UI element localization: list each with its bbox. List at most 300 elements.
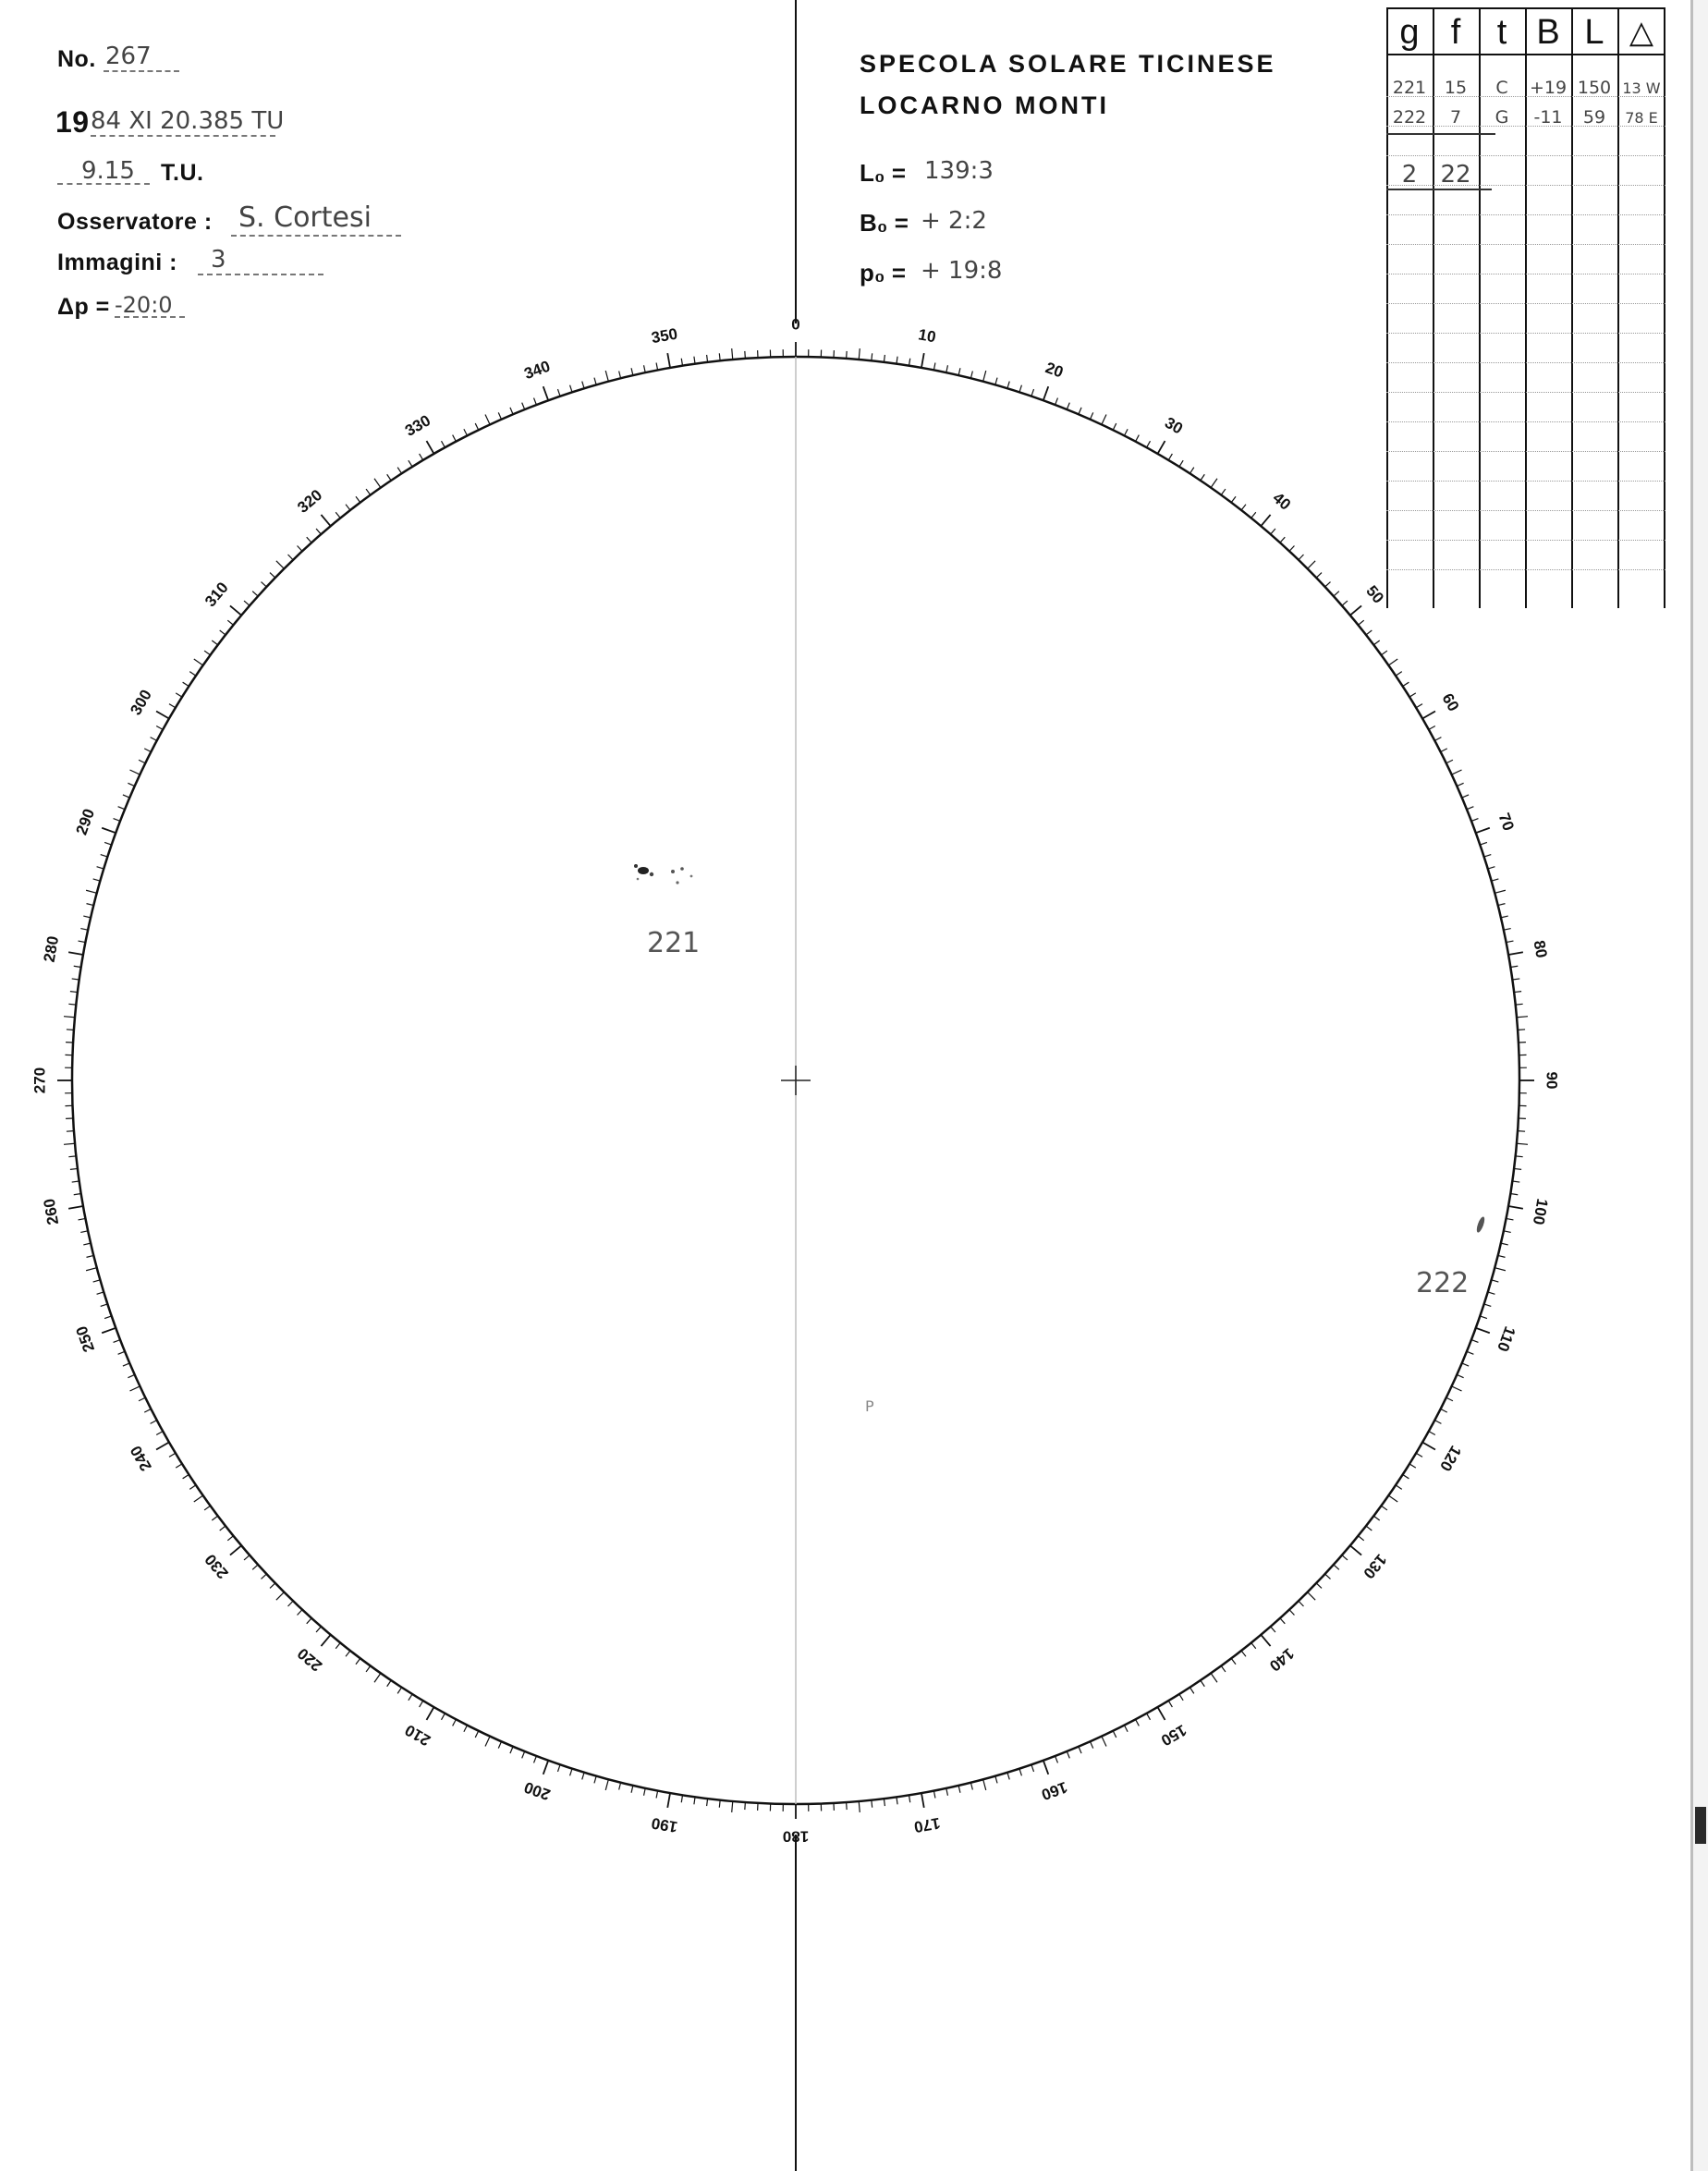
rim-tick [139, 1397, 145, 1401]
rim-tick [582, 382, 584, 389]
rim-tick-label: 10 [917, 325, 938, 347]
rim-tick [1366, 630, 1372, 635]
rim-tick [1289, 1610, 1294, 1616]
rim-tick [594, 378, 596, 385]
rim-tick [336, 1643, 340, 1649]
rim-tick [1507, 1218, 1514, 1220]
rim-tick [1211, 479, 1217, 488]
rim-tick [1516, 1156, 1523, 1157]
rim-tick [1350, 605, 1361, 615]
rim-tick [102, 1328, 116, 1333]
sunspot [634, 864, 638, 868]
sunspot [1475, 1216, 1486, 1234]
rim-tick [1484, 855, 1492, 857]
rim-tick-label: 100 [1529, 1197, 1552, 1226]
rim-tick [1179, 1694, 1183, 1701]
rim-tick [244, 1555, 250, 1560]
rim-tick [719, 1800, 720, 1808]
col-header-t: t [1496, 13, 1507, 52]
rim-tick [1007, 1773, 1009, 1780]
rim-tick [93, 879, 101, 881]
rim-tick-label: 190 [650, 1813, 679, 1836]
rim-tick [374, 1673, 381, 1682]
sunspot-group-222 [1475, 1216, 1486, 1234]
rim-tick [605, 1779, 608, 1790]
cell-l: 59 [1582, 107, 1606, 128]
rim-tick [176, 693, 182, 697]
rim-tick [1350, 1545, 1361, 1555]
date-value: 84 XI 20.385 TU [91, 107, 285, 135]
rim-tick [707, 355, 708, 362]
rim-tick [1488, 1292, 1495, 1294]
rim-tick [70, 992, 78, 993]
rim-tick [522, 403, 525, 409]
cell-b: -11 [1533, 107, 1563, 128]
no-value: 267 [105, 43, 152, 70]
rim-tick [1124, 429, 1128, 435]
rim-tick [80, 929, 88, 931]
observer-label: Osservatore : [57, 209, 213, 235]
rim-tick [442, 441, 445, 447]
rim-tick-label: 330 [401, 411, 434, 440]
rim-tick [123, 1363, 129, 1366]
rim-tick [522, 1751, 525, 1758]
rim-tick-label: 130 [1360, 1550, 1391, 1582]
rim-tick [70, 1168, 78, 1169]
rim-tick [1388, 659, 1397, 665]
rim-tick [1251, 1643, 1256, 1649]
rim-tick [1388, 1495, 1397, 1502]
rim-tick [485, 1737, 490, 1747]
rim-tick [1396, 1485, 1402, 1489]
rim-tick-label: 90 [1543, 1071, 1561, 1090]
rim-tick [582, 1773, 584, 1780]
rim-tick [321, 515, 330, 526]
cell-b: +19 [1529, 78, 1568, 98]
rim-tick [101, 1304, 108, 1306]
rim-tick-label: 350 [650, 324, 679, 348]
rim-tick [1079, 1747, 1081, 1753]
rim-tick [1488, 867, 1495, 869]
rim-tick [1031, 1764, 1034, 1772]
rim-tick [139, 760, 145, 763]
rim-tick [97, 867, 104, 869]
rim-tick [1498, 1255, 1506, 1257]
rim-tick-label: 200 [521, 1777, 553, 1804]
rim-tick [644, 1788, 646, 1796]
sunspot [671, 870, 675, 873]
delta-p-value: -20:0 [115, 292, 173, 318]
rim-tick [74, 966, 81, 967]
b0-value: + 2:2 [921, 207, 987, 235]
rim-tick-label: 150 [1157, 1721, 1190, 1750]
rim-tick [1507, 941, 1514, 943]
rim-tick [667, 1793, 670, 1808]
rim-tick [68, 1004, 76, 1005]
rim-tick [420, 454, 423, 460]
rim-tick [644, 365, 646, 372]
rim-tick [1518, 1131, 1525, 1132]
rim-tick [1516, 1004, 1523, 1005]
rim-tick [1289, 545, 1294, 551]
institution-name: SPECOLA SOLARE TICINESE [860, 50, 1276, 78]
rim-tick [1158, 1707, 1165, 1720]
rim-tick [745, 1802, 746, 1810]
rim-tick [68, 1206, 83, 1209]
rim-tick [227, 1536, 233, 1541]
rim-tick [427, 441, 434, 454]
rim-tick [104, 1316, 112, 1319]
rim-tick [86, 904, 93, 906]
rim-tick [212, 1516, 217, 1520]
year-prefix: 19 [55, 105, 90, 139]
rim-tick [510, 1747, 513, 1753]
rim-tick [1373, 640, 1379, 645]
rim-tick [79, 1218, 86, 1220]
rim-tick [1476, 828, 1490, 833]
rim-tick [244, 601, 250, 605]
rim-tick [1381, 1506, 1386, 1510]
rim-tick [366, 1665, 371, 1671]
rim-tick [169, 704, 176, 708]
rim-tick [1043, 1761, 1048, 1775]
rim-tick [1261, 515, 1270, 526]
rim-tick [1492, 879, 1499, 881]
rim-tick [270, 1583, 275, 1589]
rim-tick [631, 1786, 633, 1793]
cell-f: 7 [1449, 107, 1462, 128]
rim-tick [619, 1783, 621, 1790]
rim-tick [498, 1741, 501, 1748]
l0-label: L₀ = [860, 159, 907, 187]
rim-tick [970, 1783, 972, 1790]
rim-tick [1494, 890, 1506, 893]
rim-tick [104, 842, 112, 845]
rim-tick [475, 423, 479, 430]
rim-tick [151, 738, 157, 741]
rim-tick [1396, 672, 1402, 676]
rim-tick [1422, 712, 1435, 719]
rim-tick [1261, 1635, 1270, 1646]
rim-tick [298, 545, 302, 551]
rim-tick [86, 1268, 97, 1271]
rim-tick [667, 353, 670, 368]
rim-tick [118, 807, 125, 810]
rim-tick [1179, 460, 1183, 467]
rim-tick [83, 916, 91, 918]
rim-tick-label: 170 [912, 1813, 942, 1836]
rim-tick [681, 359, 682, 366]
rim-tick [921, 353, 924, 368]
rim-tick [442, 1714, 445, 1720]
rim-tick [983, 371, 986, 382]
sunspot [638, 867, 649, 874]
rim-tick [1168, 454, 1172, 460]
rim-tick [156, 712, 169, 719]
rim-tick [1113, 423, 1116, 430]
rim-tick [1342, 1555, 1348, 1560]
rim-tick [72, 979, 79, 980]
sunspot [637, 878, 640, 881]
rim-tick [970, 371, 972, 378]
rim-tick [1429, 726, 1435, 730]
rim-tick [307, 1618, 311, 1624]
rim-tick [1280, 537, 1285, 543]
rim-tick [227, 620, 233, 625]
rim-tick [1221, 1665, 1226, 1671]
rim-tick [97, 1292, 104, 1294]
rim-tick [67, 1131, 74, 1132]
sunspot [690, 875, 693, 878]
rim-tick [79, 941, 86, 943]
rim-tick [475, 1731, 479, 1738]
rim-tick [534, 1756, 537, 1762]
rim-tick [374, 479, 381, 488]
b0-label: B₀ = [860, 209, 909, 237]
rim-tick-label: 30 [1162, 413, 1186, 438]
rim-tick [1403, 682, 1409, 686]
rim-tick [1251, 512, 1256, 518]
group-label-222: 222 [1416, 1267, 1470, 1299]
rim-tick [1079, 408, 1081, 414]
rim-tick [1308, 1592, 1315, 1600]
rim-tick [958, 368, 960, 375]
rim-tick [212, 640, 217, 645]
col-header-delta: △ [1629, 15, 1654, 50]
rim-tick [1113, 1731, 1116, 1738]
rim-tick [86, 1255, 93, 1257]
rim-tick [346, 505, 350, 510]
rim-tick [995, 378, 997, 385]
rim-tick [464, 1726, 468, 1732]
rim-tick [1510, 966, 1518, 967]
rim-tick [1517, 1017, 1528, 1018]
rim-tick [64, 1143, 75, 1144]
p0-value: + 19:8 [921, 257, 1003, 285]
rim-tick [933, 363, 935, 371]
rim-tick [732, 348, 733, 360]
rim-tick [74, 1193, 81, 1194]
rim-tick [1480, 842, 1487, 845]
rim-tick [1090, 1741, 1092, 1748]
rim-tick [1325, 582, 1331, 587]
rim-tick [144, 1409, 151, 1412]
rim-tick [1462, 1363, 1469, 1366]
rim-tick [1136, 435, 1140, 442]
rim-tick [321, 1635, 330, 1646]
rim-tick [80, 1231, 88, 1233]
rim-tick [204, 651, 210, 655]
rim-tick [1510, 1193, 1518, 1194]
rim-tick [1316, 573, 1322, 579]
rim-tick [72, 1181, 79, 1182]
p0-label: p₀ = [860, 259, 907, 287]
rim-tick [1518, 1030, 1525, 1031]
rim-tick [128, 1374, 134, 1377]
rim-tick [356, 1658, 360, 1664]
rim-tick [176, 1464, 182, 1468]
rim-tick [1201, 474, 1204, 481]
rim-tick [366, 489, 371, 494]
rim-tick [397, 1688, 401, 1694]
rim-tick [656, 1791, 658, 1799]
rim-tick [276, 1592, 284, 1600]
rim-tick [151, 1421, 157, 1424]
rim-tick-label: 80 [1530, 938, 1551, 959]
rim-tick-label: 270 [30, 1067, 49, 1094]
l0-value: 139:3 [924, 157, 994, 185]
rim-tick [86, 890, 97, 893]
rim-tick [1359, 620, 1364, 625]
rim-tick [1484, 1304, 1492, 1306]
rim-tick [1231, 1658, 1236, 1664]
time-unit: T.U. [161, 160, 204, 186]
rim-tick [1031, 389, 1034, 396]
rim-tick [307, 537, 311, 543]
sunspot [650, 872, 653, 876]
rim-tick [101, 855, 108, 857]
note-p: P [865, 1397, 874, 1415]
cell-f: 15 [1444, 78, 1468, 98]
rim-tick [93, 1280, 101, 1282]
rim-tick [220, 1526, 226, 1531]
rim-tick [68, 952, 83, 955]
rim-tick [1409, 693, 1416, 697]
rim-tick [1446, 1397, 1453, 1401]
rim-tick-label: 210 [401, 1721, 434, 1750]
rim-tick [570, 385, 572, 393]
rim-tick [1334, 1565, 1339, 1569]
rim-tick [316, 529, 321, 534]
rim-tick [1299, 555, 1304, 560]
rim-tick [183, 682, 189, 686]
observer-value: S. Cortesi [238, 201, 372, 234]
rim-tick [946, 365, 948, 372]
rim-tick [1381, 651, 1386, 655]
rim-tick [230, 605, 241, 615]
rim-tick-label: 340 [521, 357, 553, 384]
rim-tick [1498, 904, 1506, 906]
rim-tick [1019, 385, 1021, 393]
rim-tick [1446, 760, 1453, 763]
rim-tick [1231, 496, 1236, 502]
rim-tick [1441, 749, 1447, 752]
rim-tick [534, 398, 537, 405]
rim-tick [543, 1761, 548, 1775]
rim-tick [194, 659, 203, 665]
rim-tick [1457, 1374, 1463, 1377]
rim-tick [1514, 992, 1521, 993]
rim-tick [1492, 1280, 1499, 1282]
rim-tick [64, 1017, 75, 1018]
rim-tick [1501, 916, 1508, 918]
rim-tick [230, 1545, 241, 1555]
rim-tick [707, 1799, 708, 1806]
rim-tick [1429, 1432, 1435, 1435]
rim-tick [1441, 1409, 1447, 1412]
total-spots: 22 [1440, 161, 1471, 189]
rim-tick-label: 320 [294, 485, 326, 517]
rim-tick [189, 672, 196, 676]
rim-tick-label: 230 [201, 1550, 232, 1582]
rim-tick-label: 260 [40, 1197, 63, 1226]
rim-tick [336, 512, 340, 518]
rim-tick [276, 561, 284, 568]
group-label-221: 221 [647, 927, 701, 959]
rim-tick-label: 240 [127, 1442, 155, 1475]
rim-tick [387, 474, 391, 481]
cell-l: 150 [1577, 78, 1612, 98]
rim-tick [1342, 601, 1348, 605]
rim-tick [1452, 770, 1462, 774]
rim-tick-label: 280 [40, 934, 63, 964]
rim-tick [346, 1651, 350, 1656]
rim-tick [1316, 1583, 1322, 1589]
rim-tick [453, 1719, 457, 1726]
rim-tick [631, 368, 633, 375]
rim-tick [1517, 1143, 1528, 1144]
rim-tick [1007, 382, 1009, 389]
rim-tick [156, 1432, 163, 1435]
rim-tick [270, 573, 275, 579]
rim-tick [485, 414, 490, 424]
rim-tick [114, 1340, 120, 1343]
rim-tick-label: 160 [1039, 1777, 1070, 1804]
rim-tick [156, 1443, 169, 1450]
rim-tick [1271, 529, 1275, 534]
rim-tick [427, 1707, 434, 1720]
rim-tick [745, 351, 746, 359]
rim-tick [183, 1474, 189, 1478]
rim-tick [144, 749, 151, 752]
rim-tick [252, 1565, 258, 1569]
rim-tick [387, 1680, 391, 1687]
images-label: Immagini : [57, 250, 178, 275]
rim-tick [156, 726, 163, 730]
rim-tick-label: 310 [201, 579, 232, 611]
rim-tick-label: 220 [294, 1644, 326, 1676]
images-value: 3 [211, 246, 226, 274]
sunspot [676, 881, 678, 884]
rim-tick [1067, 403, 1069, 409]
rim-tick [605, 371, 608, 382]
rim-tick [1308, 561, 1315, 568]
rim-tick-label: 50 [1362, 581, 1387, 607]
rim-tick [1055, 1756, 1058, 1762]
rim-tick [1373, 1516, 1379, 1520]
rim-tick [1190, 468, 1193, 474]
rim-tick [1504, 929, 1511, 931]
rim-tick [847, 351, 848, 359]
cell-g: 221 [1392, 78, 1427, 98]
col-header-b: B [1536, 13, 1560, 52]
rim-tick [543, 386, 548, 400]
rim-tick [453, 435, 457, 442]
rim-tick [1090, 412, 1092, 419]
rim-tick [1457, 783, 1463, 786]
rim-tick [1512, 1181, 1519, 1182]
rim-tick [681, 1795, 682, 1802]
rim-tick [1067, 1751, 1069, 1758]
rim-tick [958, 1786, 960, 1793]
rim-tick [220, 630, 226, 635]
institution-location: LOCARNO MONTI [860, 91, 1109, 119]
rim-tick [288, 555, 294, 560]
rim-tick [1504, 1231, 1511, 1233]
rim-tick [995, 1776, 997, 1784]
rim-tick [1325, 1574, 1331, 1579]
rim-tick-label: 60 [1438, 690, 1463, 714]
